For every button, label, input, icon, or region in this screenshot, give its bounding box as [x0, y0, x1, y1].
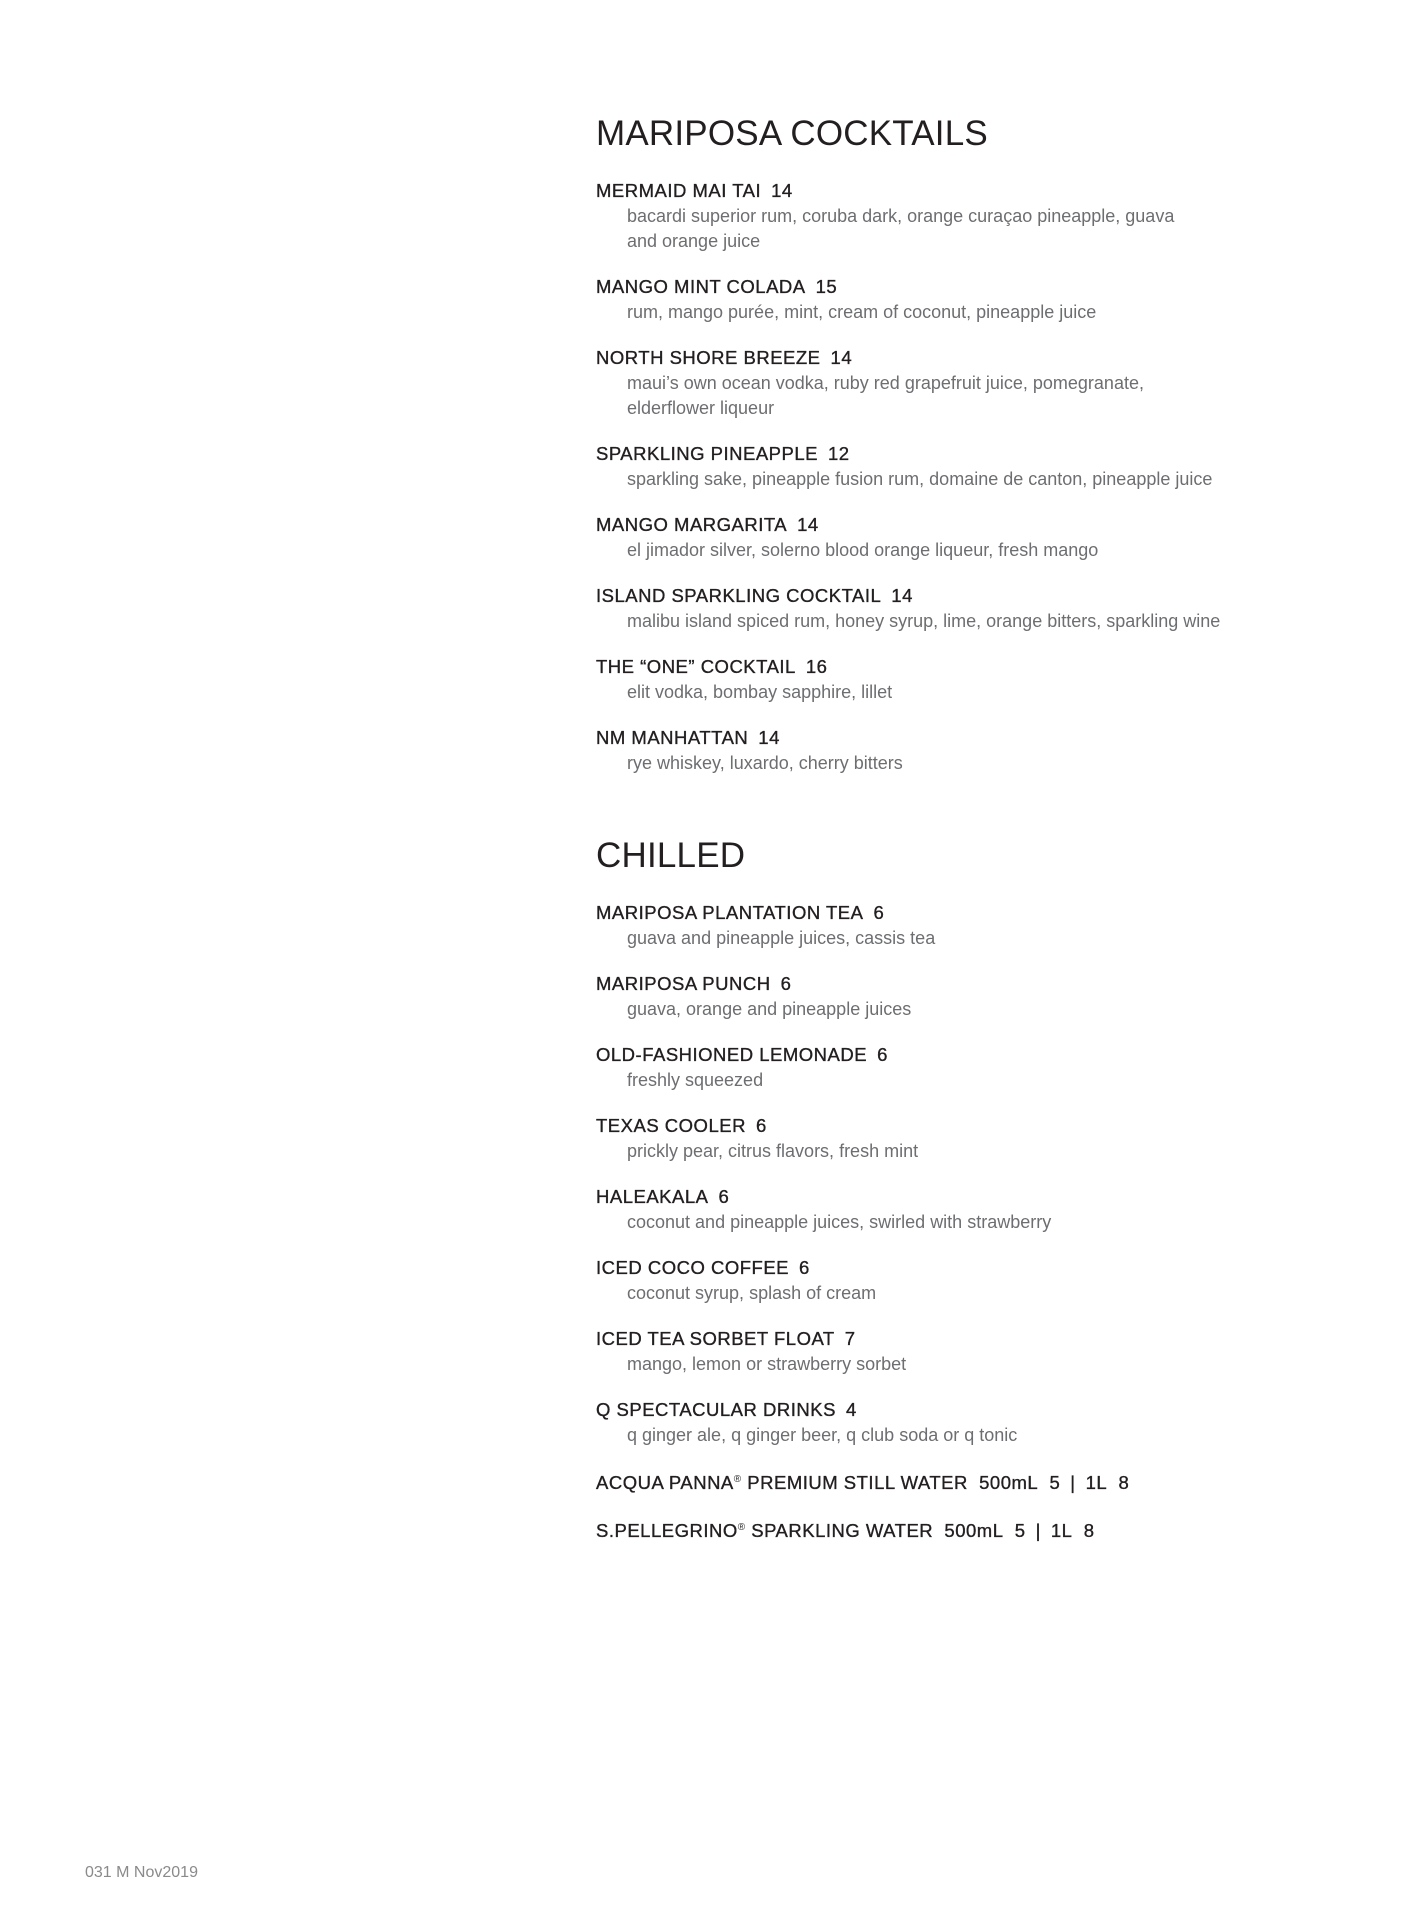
- section-title: MARIPOSA COCKTAILS: [596, 114, 988, 153]
- item-description: bacardi superior rum, coruba dark, orange curaçao pineapple, guava and orange juice: [627, 206, 1175, 251]
- item-description: mango, lemon or strawberry sorbet: [627, 1354, 907, 1374]
- item-heading: [596, 725, 1386, 751]
- water-item-acqua-panna: [596, 1470, 1386, 1496]
- menu-column: [596, 112, 1386, 1544]
- item-heading: [596, 1042, 1386, 1068]
- registered-mark: ®: [737, 1521, 746, 1533]
- item-name: THE “ONE” COCKTAIL: [596, 656, 796, 677]
- menu-item: [596, 1326, 1386, 1377]
- item-heading: [596, 1326, 1386, 1352]
- section-title: CHILLED: [596, 836, 746, 875]
- item-heading: [596, 441, 1386, 467]
- item-price: 12: [828, 443, 850, 464]
- item-name: NORTH SHORE BREEZE: [596, 347, 821, 368]
- item-heading: [596, 274, 1386, 300]
- item-name: SPARKLING PINEAPPLE: [596, 443, 818, 464]
- water-item-s-pellegrino: [596, 1518, 1386, 1544]
- menu-item: [596, 441, 1386, 492]
- item-name: ISLAND SPARKLING COCKTAIL: [596, 585, 882, 606]
- item-price: 7: [844, 1328, 856, 1349]
- water-brand: ACQUA PANNA: [596, 1472, 734, 1493]
- item-price: 14: [797, 514, 819, 535]
- item-price: 6: [755, 1115, 767, 1136]
- menu-item: [596, 274, 1386, 325]
- water-large-price: 8: [1118, 1472, 1130, 1493]
- menu-item: [596, 900, 1386, 951]
- price-separator: |: [1035, 1520, 1041, 1541]
- section-mariposa-cocktails: [596, 112, 1386, 776]
- water-small-size: 500mL: [979, 1472, 1039, 1493]
- item-name: NM MANHATTAN: [596, 727, 749, 748]
- water-name: PREMIUM STILL WATER: [747, 1472, 968, 1493]
- item-price: 6: [718, 1186, 730, 1207]
- menu-item: [596, 1397, 1386, 1448]
- item-description: maui’s own ocean vodka, ruby red grapefruit juice, pomegranate, elderflower liqueur: [627, 373, 1144, 418]
- item-description: coconut syrup, splash of cream: [627, 1283, 877, 1303]
- item-name: MERMAID MAI TAI: [596, 180, 762, 201]
- menu-item: [596, 1042, 1386, 1093]
- item-name: MANGO MARGARITA: [596, 514, 788, 535]
- menu-item: [596, 583, 1386, 634]
- item-price: 6: [877, 1044, 888, 1065]
- item-heading: [596, 1184, 1386, 1210]
- item-heading: [596, 178, 1386, 204]
- item-heading: [596, 1255, 1386, 1281]
- item-price: 6: [873, 902, 885, 923]
- item-description: guava and pineapple juices, cassis tea: [627, 928, 936, 948]
- item-description: el jimador silver, solerno blood orange liqueur, fresh mango: [627, 540, 1099, 560]
- registered-mark: ®: [733, 1473, 742, 1485]
- item-price: 14: [891, 585, 913, 606]
- item-name: ICED TEA SORBET FLOAT: [596, 1328, 835, 1349]
- item-price: 15: [815, 276, 838, 297]
- item-description: elit vodka, bombay sapphire, lillet: [627, 682, 893, 702]
- item-heading: [596, 971, 1386, 997]
- section-chilled: [596, 834, 1386, 1544]
- menu-item: [596, 178, 1386, 254]
- item-name: Q SPECTACULAR DRINKS: [596, 1399, 836, 1420]
- item-name: HALEAKALA: [596, 1186, 709, 1207]
- item-price: 14: [771, 180, 793, 201]
- item-heading: [596, 1113, 1386, 1139]
- water-large-price: 8: [1083, 1520, 1095, 1541]
- item-name: TEXAS COOLER: [596, 1115, 746, 1136]
- item-price: 6: [780, 973, 792, 994]
- item-heading: [596, 654, 1386, 680]
- menu-item: [596, 1113, 1386, 1164]
- item-price: 14: [758, 727, 780, 748]
- item-heading: [596, 512, 1386, 538]
- item-heading: [596, 1397, 1386, 1423]
- item-name: MANGO MINT COLADA: [596, 276, 806, 297]
- menu-item: [596, 1255, 1386, 1306]
- item-price: 16: [805, 656, 828, 677]
- water-large-size: 1L: [1085, 1472, 1108, 1493]
- item-description: guava, orange and pineapple juices: [627, 999, 912, 1019]
- footer-code: 031 M Nov2019: [85, 1864, 198, 1881]
- water-small-price: 5: [1014, 1520, 1026, 1541]
- item-heading: [596, 583, 1386, 609]
- water-name: SPARKLING WATER: [751, 1520, 934, 1541]
- menu-item: [596, 725, 1386, 776]
- item-description: malibu island spiced rum, honey syrup, lime, orange bitters, sparkling wine: [627, 611, 1221, 631]
- item-name: OLD-FASHIONED LEMONADE: [596, 1044, 868, 1065]
- item-description: prickly pear, citrus flavors, fresh mint: [627, 1141, 919, 1161]
- item-description: rum, mango purée, mint, cream of coconut, pineapple juice: [627, 302, 1097, 322]
- item-name: MARIPOSA PUNCH: [596, 973, 771, 994]
- item-name: MARIPOSA PLANTATION TEA: [596, 902, 864, 923]
- item-heading: [596, 345, 1386, 371]
- item-description: coconut and pineapple juices, swirled with strawberry: [627, 1212, 1052, 1232]
- menu-item: [596, 512, 1386, 563]
- item-price: 6: [799, 1257, 810, 1278]
- item-price: 14: [830, 347, 853, 368]
- menu-item: [596, 345, 1386, 421]
- price-separator: |: [1070, 1472, 1076, 1493]
- item-description: sparkling sake, pineapple fusion rum, domaine de canton, pineapple juice: [627, 469, 1213, 489]
- water-large-size: 1L: [1050, 1520, 1073, 1541]
- item-description: freshly squeezed: [627, 1070, 764, 1090]
- item-description: q ginger ale, q ginger beer, q club soda or q tonic: [627, 1425, 1018, 1445]
- item-heading: [596, 900, 1386, 926]
- item-name: ICED COCO COFFEE: [596, 1257, 790, 1278]
- menu-item: [596, 971, 1386, 1022]
- menu-item: [596, 1184, 1386, 1235]
- water-brand: S.PELLEGRINO: [596, 1520, 738, 1541]
- water-small-price: 5: [1049, 1472, 1061, 1493]
- item-description: rye whiskey, luxardo, cherry bitters: [627, 753, 903, 773]
- menu-item: [596, 654, 1386, 705]
- item-price: 4: [845, 1399, 857, 1420]
- water-small-size: 500mL: [944, 1520, 1004, 1541]
